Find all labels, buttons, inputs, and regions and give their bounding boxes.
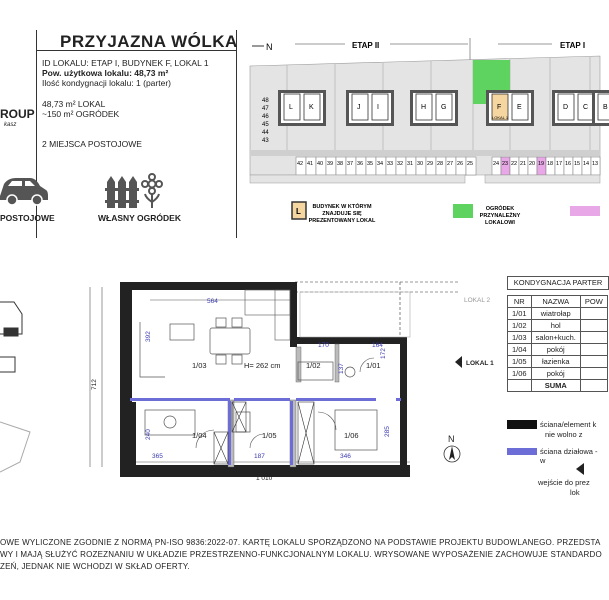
table-row: 1/02 hol	[508, 320, 608, 332]
divider-right	[236, 30, 237, 238]
info-area: Pow. użytkowa lokalu: 48,73 m²	[42, 68, 169, 78]
parking-number: 22	[511, 161, 518, 167]
rooms-header-nr: NR	[508, 296, 532, 308]
parking-number: 37	[347, 161, 354, 167]
parking-number: 19	[538, 161, 545, 167]
dim-1010: 1 010	[256, 475, 273, 482]
parking-number: 16	[565, 161, 572, 167]
legend-parking-swatch	[570, 206, 600, 216]
legend-division-swatch	[507, 448, 537, 455]
dim-170: 170	[318, 342, 329, 349]
parking-number: 18	[547, 161, 554, 167]
site-side-number: 44	[262, 130, 269, 136]
parking-number: 39	[327, 161, 334, 167]
dim-187: 187	[254, 453, 265, 460]
parking-number: 40	[317, 161, 324, 167]
dim-392: 392	[145, 331, 152, 342]
site-side-number: 48	[262, 98, 269, 104]
parking-number: 42	[297, 161, 304, 167]
dim-712: 712	[91, 379, 98, 390]
site-side-number: 47	[262, 106, 269, 112]
building-letter: H	[421, 104, 427, 111]
legend-building-letter: L	[296, 207, 301, 216]
legend-building-text-3: PREZENTOWANY LOKAL	[308, 218, 376, 224]
rooms-table	[507, 295, 608, 392]
parking-number: 34	[377, 161, 384, 167]
parking-number: 30	[417, 161, 424, 167]
building-letter: F	[497, 104, 502, 111]
table-sum-row: SUMA	[508, 380, 608, 392]
garden-fence-icon	[105, 174, 165, 210]
dim-285: 285	[384, 426, 391, 437]
parking-number: 27	[447, 161, 454, 167]
dim-365: 365	[152, 453, 163, 460]
site-building-b	[592, 90, 609, 126]
floor-plan	[0, 262, 505, 532]
legend-garden-text-3: LOKALOWI	[485, 220, 515, 226]
parking-number: 36	[357, 161, 364, 167]
rooms-header-name: NAZWA	[531, 296, 580, 308]
room-1-01: 1/01	[366, 361, 381, 370]
info-floors: Ilość kondygnacji lokalu: 1 (parter)	[42, 78, 171, 88]
dim-346: 346	[340, 453, 351, 460]
building-letter: I	[377, 104, 379, 111]
stage2-label: ETAP II	[352, 41, 380, 50]
dim-564: 564	[207, 298, 218, 305]
parking-number: 31	[407, 161, 414, 167]
project-title: PRZYJAZNA WÓLKA	[60, 32, 238, 51]
legend-entry-text-1: wejście do prez	[538, 478, 590, 487]
car-icon	[0, 170, 50, 210]
legend-garden-text-2: PRZYNALEŻNY	[479, 213, 521, 219]
info-lokal-area: 48,73 m² LOKAL	[42, 99, 106, 109]
building-letter: B	[603, 104, 608, 111]
building-letter: L	[289, 104, 293, 111]
building-letter: K	[309, 104, 314, 111]
dim-137: 137	[338, 363, 345, 374]
legend-wall-swatch	[507, 420, 537, 429]
building-letter: D	[563, 104, 569, 111]
building-letter: J	[357, 104, 361, 111]
parking-number: 23	[502, 161, 509, 167]
building-sublabel: LOKAL 1	[492, 115, 509, 120]
parking-number: 32	[397, 161, 404, 167]
entry-arrow-icon	[455, 356, 462, 368]
garden-icon-label: WŁASNY OGRÓDEK	[98, 213, 181, 223]
legend-wall-text-2: nie wolno z	[545, 430, 583, 439]
legend-building-text-1: BUDYNEK W KTÓRYM	[312, 204, 372, 210]
parking-number: 14	[583, 161, 590, 167]
legend-garden-swatch	[453, 204, 473, 218]
footer-line-3: ZEŃ, JEDNAK NIE WCHODZI W SKŁAD OFERTY.	[0, 562, 190, 571]
building-letter: E	[517, 104, 522, 111]
parking-number: 17	[556, 161, 563, 167]
site-building-l	[278, 90, 326, 126]
legend-entry-arrow-icon	[574, 462, 586, 476]
site-side-number: 45	[262, 122, 269, 128]
info-parking: 2 MIEJSCA POSTOJOWE	[42, 139, 142, 149]
dim-164: 164	[372, 342, 383, 349]
table-row: 1/03 salon+kuch.	[508, 332, 608, 344]
footer-line-2: WY I MAJĄ SŁUŻYĆ ROZEZNANIU W UKŁADZIE PRZESTRZENNO-FUNKCJONALNYM LOKALU. WRYSOWANE WYPOSAŻENIE ZACHOWUJE STANDARDO	[0, 550, 602, 559]
lokal-1-label: LOKAL 1	[466, 360, 494, 367]
north-label: N	[448, 434, 455, 444]
building-letter: C	[583, 104, 589, 111]
room-1-04: 1/04	[192, 431, 207, 440]
parking-number: 15	[574, 161, 581, 167]
north-arrow-icon	[444, 446, 460, 462]
info-garden-area: ~150 m² OGRÓDEK	[42, 109, 120, 119]
site-building-j	[346, 90, 394, 126]
parking-number: 21	[520, 161, 527, 167]
site-side-number: 43	[262, 138, 269, 144]
room-1-03: 1/03	[192, 361, 207, 370]
legend-division-text: ściana działowa - w	[540, 447, 598, 465]
dim-172: 172	[380, 348, 387, 359]
room-1-02: 1/02	[306, 361, 321, 370]
parking-number: 26	[457, 161, 464, 167]
parking-icon-label: POSTOJOWE	[0, 213, 55, 223]
parking-number: 24	[493, 161, 500, 167]
compass-icon	[252, 42, 273, 52]
parking-number: 33	[387, 161, 394, 167]
legend-entry-text-2: lok	[570, 488, 580, 497]
rooms-table-title: KONDYGNACJA PARTER	[507, 276, 609, 290]
logo-text: ROUP	[0, 107, 35, 121]
legend-building-text-2: ZNAJDUJE SIĘ	[322, 211, 362, 217]
table-row: 1/06 pokój	[508, 368, 608, 380]
parking-number: 28	[437, 161, 444, 167]
parking-number: 29	[427, 161, 434, 167]
dim-240: 240	[145, 429, 152, 440]
room-1-06: 1/06	[344, 431, 359, 440]
site-building-h	[410, 90, 458, 126]
table-row: 1/01 wiatrołap	[508, 308, 608, 320]
parking-number: 41	[307, 161, 314, 167]
legend-wall-text-1: ściana/element k	[540, 420, 597, 429]
logo-subtext: kasz	[4, 122, 17, 128]
parking-number: 13	[592, 161, 599, 167]
building-letter: G	[441, 104, 447, 111]
info-id: ID LOKALU: ETAP I, BUDYNEK F, LOKAL 1	[42, 58, 209, 68]
site-side-number: 46	[262, 114, 269, 120]
lokal-2-label: LOKAL 2	[464, 297, 491, 304]
svg-text:N: N	[266, 42, 273, 52]
parking-number: 20	[529, 161, 536, 167]
table-row: 1/04 pokój	[508, 344, 608, 356]
parking-number: 38	[337, 161, 344, 167]
site-plan	[240, 30, 608, 240]
stage1-label: ETAP I	[560, 41, 586, 50]
room-1-05: 1/05	[262, 431, 277, 440]
footer-note	[0, 537, 600, 573]
table-row: 1/05 łazienka	[508, 356, 608, 368]
site-building-f	[486, 90, 534, 126]
parking-number: 25	[467, 161, 474, 167]
ceiling-height: H= 262 cm	[244, 361, 281, 370]
footer-line-1: OWE WYLICZONE ZGODNIE Z NORMĄ PN-ISO 9836:2022-07. KARTĘ LOKALU SPORZĄDZONO NA PODSTAWIE PROJEKTU BUDOWLANEGO. PRZEDSTA	[0, 538, 601, 547]
rooms-header-area: POW	[580, 296, 607, 308]
legend-garden-text-1: OGRÓDEK	[485, 206, 515, 212]
parking-number: 35	[367, 161, 374, 167]
